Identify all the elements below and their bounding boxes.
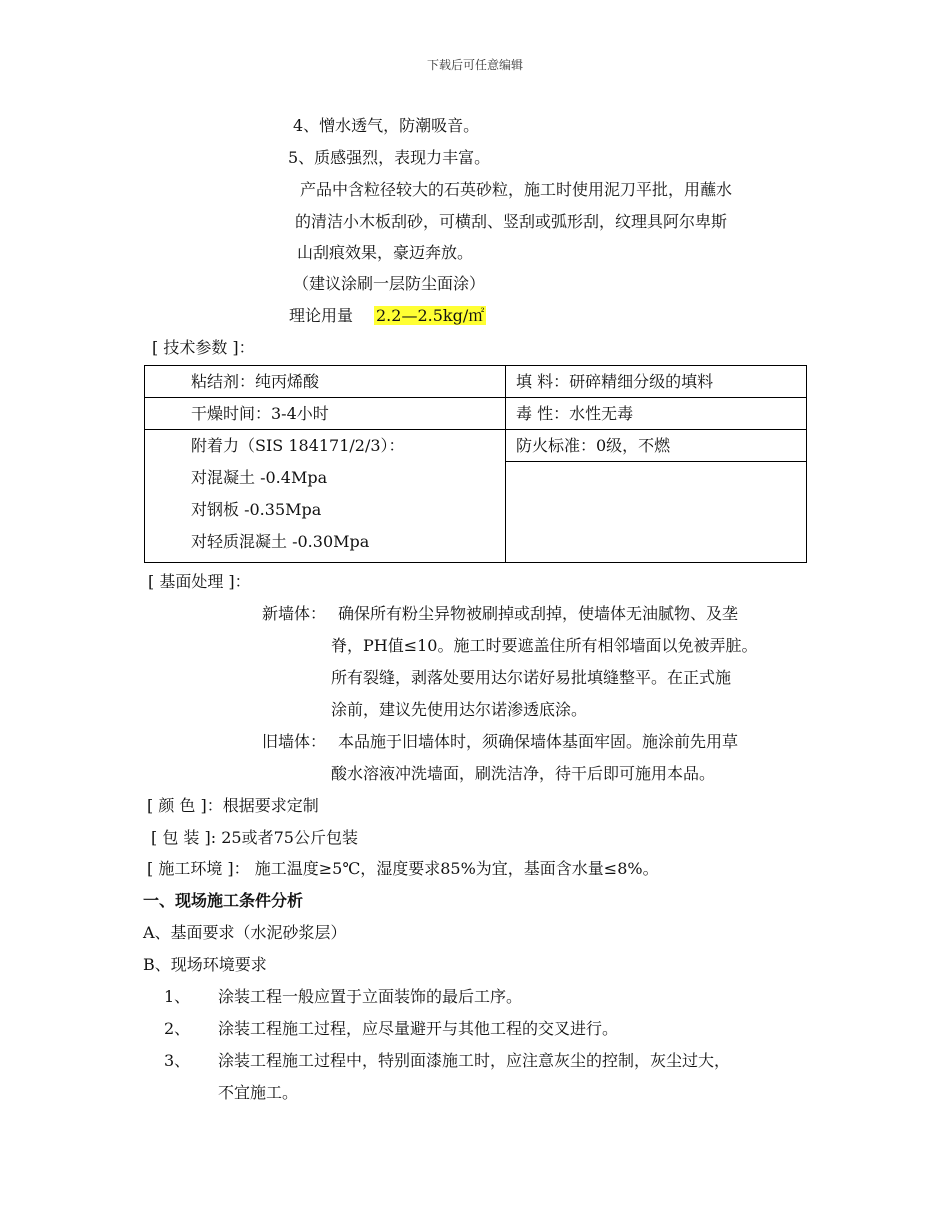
filler-cell: 填 料：研碎精细分级的填料 (506, 366, 807, 398)
adhesion-title: 附着力（SIS 184171/2/3）： (191, 436, 405, 455)
old-wall-line: 酸水溶液冲洗墙面，刷洗洁净，待干后即可施用本品。 (331, 764, 716, 783)
table-row (145, 366, 807, 398)
description-line: 产品中含粒径较大的石英砂粒，施工时使用泥刀平批，用蘸水 (300, 180, 733, 199)
adhesion-item: 对钢板 -0.35Mpa (191, 500, 322, 519)
environment-line: [ 施工环境 ]： 施工温度≥5℃，湿度要求85%为宜，基面含水量≤8%。 (147, 859, 659, 878)
list-item: 涂装工程施工过程中，特别面漆施工时，应注意灰尘的控制，灰尘过大， (218, 1051, 731, 1070)
color-line: [ 颜 色 ]：根据要求定制 (147, 796, 319, 815)
new-wall-line: 所有裂缝，剥落处要用达尔诺好易批填缝整平。在正式施 (331, 668, 732, 687)
list-item: 涂装工程施工过程，应尽量避开与其他工程的交叉进行。 (218, 1019, 619, 1038)
table-row (145, 430, 807, 462)
usage-label: 理论用量 (289, 306, 354, 325)
fire-cell: 防火标准：0级，不燃 (506, 430, 807, 462)
surface-heading: [ 基面处理 ]： (148, 572, 251, 591)
dry-time-cell: 干燥时间：3-4小时 (145, 398, 506, 430)
new-wall-line: 涂前，建议先使用达尔诺渗透底涂。 (331, 700, 588, 719)
adhesion-item: 对混凝土 -0.4Mpa (191, 468, 328, 487)
page-header: 下载后可任意编辑 (426, 58, 523, 72)
list-item-continuation: 不宜施工。 (218, 1083, 299, 1102)
tech-params-table (144, 365, 807, 563)
new-wall-label: 新墙体： (262, 604, 327, 623)
list-item-number: 2、 (164, 1019, 191, 1038)
requirement-b: B、现场环境要求 (143, 955, 267, 974)
toxicity-cell: 毒 性：水性无毒 (506, 398, 807, 430)
table-row (145, 398, 807, 430)
description-line: 山刮痕效果，豪迈奔放。 (297, 243, 474, 262)
section-title: 一、现场施工条件分析 (143, 891, 304, 910)
suggestion-note: （建议涂刷一层防尘面涂） (293, 274, 486, 293)
new-wall-line: 脊，PH值≤10。施工时要遮盖住所有相邻墙面以免被弄脏。 (331, 636, 758, 655)
feature-item-4: 4、憎水透气，防潮吸音。 (293, 116, 480, 135)
adhesion-cell (145, 430, 506, 563)
packaging-line: [ 包 装 ]: 25或者75公斤包装 (151, 828, 358, 847)
description-line: 的清洁小木板刮砂，可横刮、竖刮或弧形刮，纹理具阿尔卑斯 (295, 212, 728, 231)
old-wall-label: 旧墙体： (262, 732, 327, 751)
list-item-number: 1、 (164, 987, 191, 1006)
list-item: 涂装工程一般应置于立面装饰的最后工序。 (218, 987, 523, 1006)
feature-item-5: 5、质感强烈，表现力丰富。 (288, 148, 491, 167)
tech-params-heading: [ 技术参数 ]： (152, 338, 255, 357)
new-wall-line: 确保所有粉尘异物被刷掉或刮掉，使墙体无油腻物、及垄 (338, 604, 739, 623)
usage-value: 2.2—2.5kg/㎡ (376, 306, 485, 325)
adhesion-item: 对轻质混凝土 -0.30Mpa (191, 532, 370, 551)
list-item-number: 3、 (164, 1051, 191, 1070)
old-wall-line: 本品施于旧墙体时，须确保墙体基面牢固。施涂前先用草 (338, 732, 739, 751)
binder-cell: 粘结剂：纯丙烯酸 (145, 366, 506, 398)
requirement-a: A、基面要求（水泥砂浆层） (143, 923, 347, 942)
empty-cell (506, 462, 807, 563)
